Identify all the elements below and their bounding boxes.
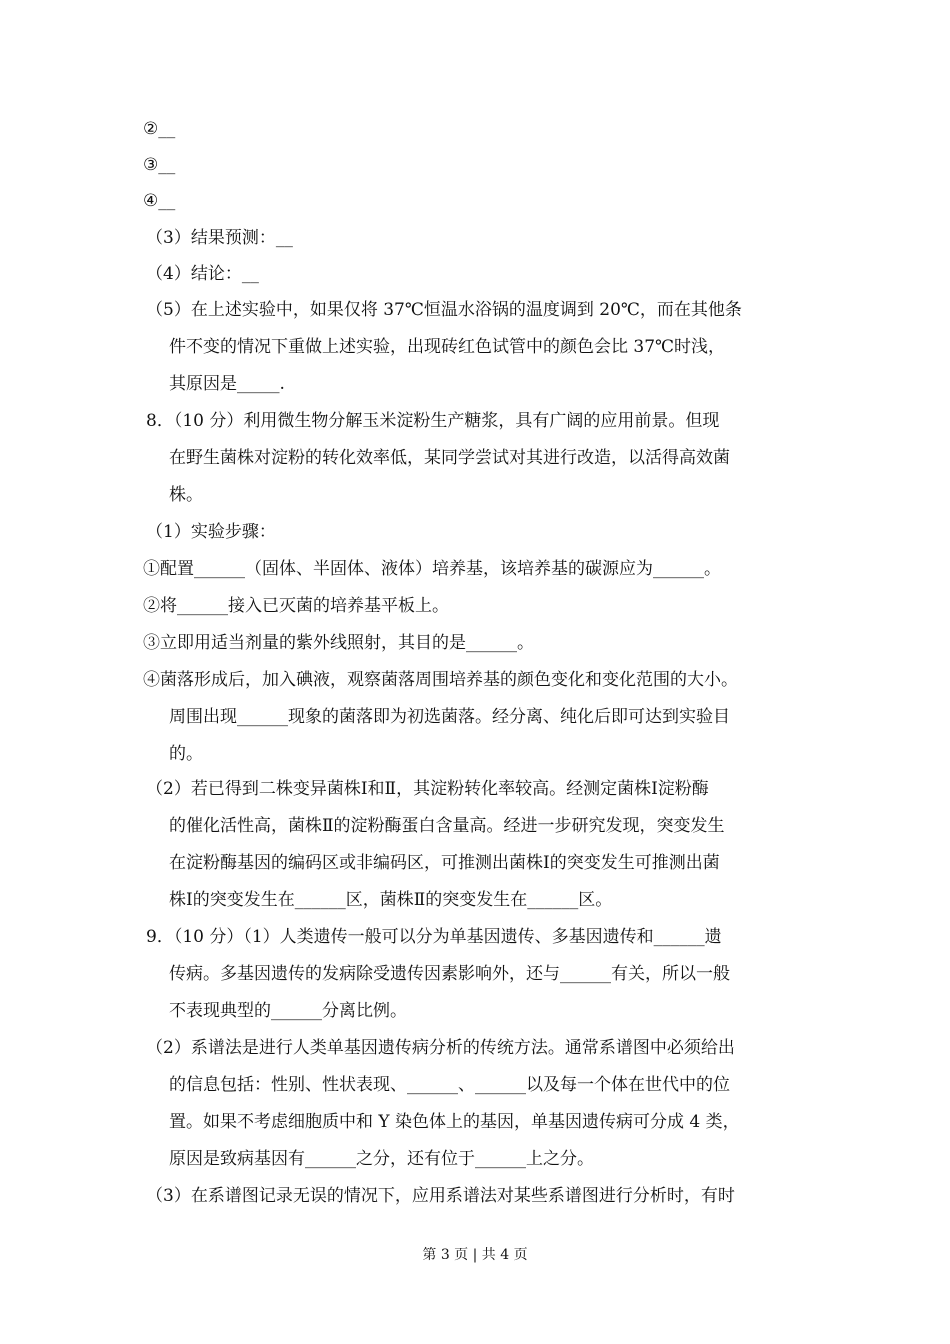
result-prediction: （3）结果预测：__: [146, 228, 293, 248]
question-9-line2: 传病。多基因遗传的发病除受遗传因素影响外，还与______有关，所以一般: [169, 964, 730, 984]
q8-step2: ②将______接入已灭菌的培养基平板上。: [143, 596, 449, 616]
q8-step4-line2: 周围出现______现象的菌落即为初选菌落。经分离、纯化后即可达到实验目: [169, 707, 730, 727]
q7-part5-line2: 件不变的情况下重做上述实验，出现砖红色试管中的颜色会比 37℃时浅，: [169, 337, 726, 357]
q9-part2-line1: （2）系谱法是进行人类单基因遗传病分析的传统方法。通常系谱图中必须给出: [146, 1038, 735, 1058]
q8-part2-line3: 在淀粉酶基因的编码区或非编码区，可推测出菌株Ⅰ的突变发生可推测出菌: [169, 853, 720, 873]
answer-line-4: ④__: [143, 191, 176, 211]
question-9-line3: 不表现典型的______分离比例。: [169, 1001, 407, 1021]
q8-step4-line1: ④菌落形成后，加入碘液，观察菌落周围培养基的颜色变化和变化范围的大小。: [143, 670, 738, 690]
question-9-line1: 9．（10 分）（1）人类遗传一般可以分为单基因遗传、多基因遗传和______遗: [146, 927, 722, 947]
q9-part2-line4: 原因是致病基因有______之分，还有位于______上之分。: [169, 1149, 594, 1169]
q8-part2-line1: （2）若已得到二株变异菌株Ⅰ和Ⅱ，其淀粉转化率较高。经测定菌株Ⅰ淀粉酶: [146, 779, 709, 799]
q9-part3-line1: （3）在系谱图记录无误的情况下，应用系谱法对某些系谱图进行分析时，有时: [146, 1186, 735, 1206]
q8-step4-line3: 的。: [169, 744, 203, 764]
q8-step3: ③立即用适当剂量的紫外线照射，其目的是______。: [143, 633, 534, 653]
page-footer: 第 3 页 | 共 4 页: [422, 1247, 528, 1263]
answer-line-3: ③__: [143, 155, 176, 175]
conclusion: （4）结论：__: [146, 264, 259, 284]
q8-step1: ①配置______（固体、半固体、液体）培养基，该培养基的碳源应为______。: [143, 559, 721, 579]
question-8-line1: 8．（10 分）利用微生物分解玉米淀粉生产糖浆，具有广阔的应用前景。但现: [146, 411, 720, 431]
q9-part2-line3: 置。如果不考虑细胞质中和 Y 染色体上的基因，单基因遗传病可分成 4 类，: [169, 1112, 740, 1132]
q8-part2-line4: 株Ⅰ的突变发生在______区，菌株Ⅱ的突变发生在______区。: [169, 890, 613, 910]
q7-part5-line3: 其原因是_____.: [169, 374, 285, 394]
q7-part5-line1: （5）在上述实验中，如果仅将 37℃恒温水浴锅的温度调到 20℃，而在其他条: [146, 300, 742, 320]
question-8-line3: 株。: [169, 485, 203, 505]
q8-part2-line2: 的催化活性高，菌株Ⅱ的淀粉酶蛋白含量高。经进一步研究发现，突变发生: [169, 816, 725, 836]
q9-part2-line2: 的信息包括：性别、性状表现、______、______以及每一个体在世代中的位: [169, 1075, 730, 1095]
answer-line-2: ②__: [143, 119, 176, 139]
question-8-line2: 在野生菌株对淀粉的转化效率低，某同学尝试对其进行改造，以活得高效菌: [169, 448, 730, 468]
q8-part1-heading: （1）实验步骤：: [146, 522, 276, 542]
